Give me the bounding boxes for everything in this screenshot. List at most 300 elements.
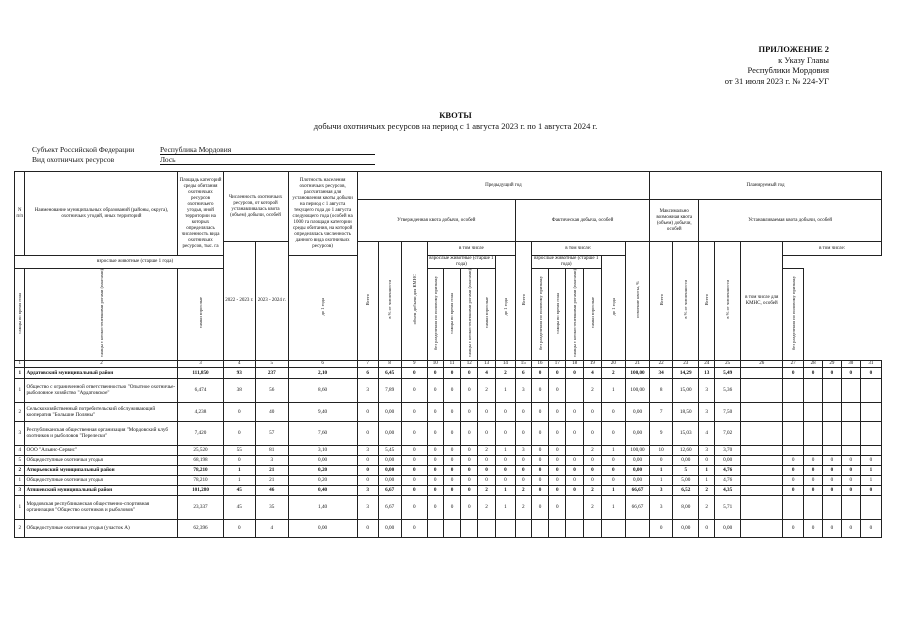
table-cell: 0	[495, 475, 515, 485]
table-cell: 0	[823, 465, 842, 475]
table-cell: 4,76	[715, 465, 741, 475]
table-cell: 3,10	[288, 445, 357, 455]
table-cell: 0	[515, 455, 531, 465]
table-cell: 0	[357, 421, 378, 445]
table-cell: 0	[443, 495, 461, 519]
table-cell: 111,850	[178, 367, 223, 378]
column-number: 31	[860, 360, 881, 367]
table-cell: 100,00	[625, 445, 649, 455]
title-heading: КВОТЫ	[439, 110, 472, 120]
table-cell: 0	[461, 367, 478, 378]
header-set-total: Всего	[699, 242, 715, 361]
table-cell: 0	[583, 475, 601, 485]
table-cell: 0	[357, 519, 378, 537]
header-count: Численность охотничьих ресурсов, от которой устанавливалась квота (объем) добычи, особей	[223, 172, 288, 242]
table-cell: 0,20	[288, 465, 357, 475]
table-cell: 1	[495, 445, 515, 455]
row-name-cell: Атюрьевский муниципальный район	[25, 465, 178, 475]
table-cell: 1	[15, 378, 25, 402]
table-cell: 0	[566, 421, 584, 445]
table-cell: 68,198	[178, 455, 223, 465]
table-cell: 21	[256, 465, 289, 475]
header-appr-females: самки взрослые	[178, 269, 223, 361]
table-cell: 0	[860, 455, 881, 465]
table-cell	[823, 445, 842, 455]
column-number: 3	[178, 360, 223, 367]
table-cell: 0	[427, 378, 443, 402]
table-cell	[601, 519, 625, 537]
header-count-2022-cell: 2022 - 2023 г.	[223, 242, 255, 361]
column-number: 28	[804, 360, 823, 367]
table-cell: 0,00	[378, 402, 401, 421]
table-row	[15, 495, 882, 519]
table-cell: 0,00	[378, 421, 401, 445]
table-cell: 57	[256, 421, 289, 445]
column-number: 11	[443, 360, 461, 367]
table-cell: 1	[601, 378, 625, 402]
column-number: 13	[478, 360, 496, 367]
document-title	[0, 110, 911, 131]
table-cell: 0	[495, 455, 515, 465]
subject-line	[32, 145, 362, 155]
table-cell	[741, 475, 783, 485]
table-cell	[741, 495, 783, 519]
table-cell: 6,67	[378, 495, 401, 519]
header-act-antlers: самцы с неокостеневшими рогами (пантами)	[461, 269, 478, 361]
table-cell: 0,00	[673, 455, 699, 465]
appendix-line-3: от 31 июля 2023 г. № 224-УГ	[724, 75, 829, 86]
column-number: 14	[495, 360, 515, 367]
table-cell: 0	[531, 485, 549, 495]
table-cell: 1	[650, 465, 673, 475]
table-cell: 0	[531, 421, 549, 445]
table-cell: 0	[495, 465, 515, 475]
table-cell	[823, 495, 842, 519]
column-number: 7	[357, 360, 378, 367]
table-cell: 6	[357, 367, 378, 378]
table-cell: 0	[566, 455, 584, 465]
table-cell: 0	[823, 485, 842, 495]
table-cell: 0	[223, 402, 255, 421]
table-cell	[549, 519, 566, 537]
column-number: 17	[549, 360, 566, 367]
table-cell: 0	[804, 519, 823, 537]
table-cell: 0,20	[288, 475, 357, 485]
table-cell	[804, 421, 823, 445]
table-cell: 0	[583, 455, 601, 465]
header-appr-adults: взрослые животные (старше 1 года)	[15, 256, 256, 269]
table-cell: 1	[495, 485, 515, 495]
table-cell: 0	[860, 367, 881, 378]
table-cell: 3	[357, 445, 378, 455]
table-cell: 0	[531, 465, 549, 475]
table-cell: 0	[566, 465, 584, 475]
table-cell: 0	[427, 402, 443, 421]
table-cell: 0	[783, 455, 804, 465]
row-name-cell: Сельскохозяйственный потребительский обслуживающий кооператив "Большие Поляны"	[25, 402, 178, 421]
header-appr-incl: в том числе	[427, 242, 515, 256]
column-number: 22	[650, 360, 673, 367]
table-cell: 100,00	[625, 378, 649, 402]
table-cell: 40	[256, 402, 289, 421]
table-cell: 0	[549, 421, 566, 445]
table-cell: 4	[15, 445, 25, 455]
table-cell	[515, 519, 531, 537]
table-cell: 0,00	[288, 519, 357, 537]
column-number: 30	[841, 360, 860, 367]
header-fulfil: освоение квоты, %	[625, 242, 649, 361]
table-cell: 0	[583, 465, 601, 475]
table-cell: 0	[427, 445, 443, 455]
table-cell: 0	[478, 475, 496, 485]
row-name-cell: Общедоступные охотничьи угодья	[25, 475, 178, 485]
row-name-cell: Общество с ограниченной ответственностью "Опытное охотничье-рыболовное хозяйство "Ардатовское"	[25, 378, 178, 402]
row-name-cell: ООО "Альянс-Сервис"	[25, 445, 178, 455]
quota-table	[14, 171, 882, 538]
table-cell: 0	[223, 455, 255, 465]
table-cell: 0,00	[625, 421, 649, 445]
title-subtitle: добычи охотничьих ресурсов на период с 1 августа 2023 г. по 1 августа 2024 г.	[313, 120, 598, 131]
table-cell: 55	[223, 445, 255, 455]
column-number: 1	[15, 360, 25, 367]
table-cell	[741, 485, 783, 495]
table-cell: 0	[443, 485, 461, 495]
table-cell: 4,35	[715, 485, 741, 495]
table-cell: 8,60	[288, 378, 357, 402]
table-cell: 0	[549, 455, 566, 465]
row-name-cell: Мордовская республиканская общественно-спортивная организация "Общество охотников и рыболовов"	[25, 495, 178, 519]
table-cell: 35	[256, 495, 289, 519]
table-cell: 0	[401, 519, 427, 537]
table-cell	[741, 455, 783, 465]
table-cell: 0	[860, 519, 881, 537]
table-cell: 0,00	[378, 465, 401, 475]
table-cell: 0	[443, 475, 461, 485]
table-cell: 3	[515, 445, 531, 455]
table-cell: 0	[804, 485, 823, 495]
table-cell	[841, 402, 860, 421]
table-cell: 4	[478, 367, 496, 378]
table-cell: 0	[495, 402, 515, 421]
column-number: 23	[673, 360, 699, 367]
table-row	[15, 485, 882, 495]
table-cell: 0	[461, 485, 478, 495]
table-cell: 9,40	[288, 402, 357, 421]
table-cell	[823, 402, 842, 421]
table-cell: 2	[583, 485, 601, 495]
table-cell: 0,00	[378, 475, 401, 485]
table-cell: 0	[804, 367, 823, 378]
table-cell	[741, 421, 783, 445]
table-cell: 0	[804, 475, 823, 485]
table-cell	[583, 519, 601, 537]
table-cell: 0	[515, 402, 531, 421]
column-number: 5	[256, 360, 289, 367]
table-cell: 7,60	[288, 421, 357, 445]
table-cell: 66,67	[625, 495, 649, 519]
row-name-cell: Ардатовский муниципальный район	[25, 367, 178, 378]
table-cell: 18,50	[673, 402, 699, 421]
table-cell: 5	[15, 455, 25, 465]
table-cell: 0	[531, 445, 549, 455]
table-cell: 0	[427, 455, 443, 465]
header-plan-year: Планируемый год	[650, 172, 882, 200]
table-cell: 0	[357, 465, 378, 475]
table-cell: 0,00	[378, 455, 401, 465]
table-cell: 78,210	[178, 475, 223, 485]
table-cell: 0	[401, 495, 427, 519]
table-cell: 0	[461, 421, 478, 445]
column-number: 24	[699, 360, 715, 367]
table-cell: 0,00	[625, 475, 649, 485]
table-cell: 0	[401, 402, 427, 421]
table-cell: 0	[357, 475, 378, 485]
table-cell: 0	[549, 402, 566, 421]
header-set-quota: Устанавливаемая квота добычи, особей	[699, 200, 882, 242]
header-act-incl: в том числе:	[531, 242, 625, 256]
table-cell: 45	[223, 485, 255, 495]
table-cell	[860, 402, 881, 421]
table-cell	[478, 519, 496, 537]
subject-label: Субъект Российской Федерации	[32, 145, 135, 154]
table-cell: 6,474	[178, 378, 223, 402]
table-cell: 0	[223, 519, 255, 537]
table-cell: 0	[461, 475, 478, 485]
header-area: Площадь категорий среды обитания охотничьих ресурсов охотничьего угодья, иной территории на которых определялась численность вида охотничьих ресурсов, тыс. га	[178, 172, 223, 256]
table-cell: 23,337	[178, 495, 223, 519]
table-cell: 3,70	[715, 445, 741, 455]
table-cell: 0	[549, 378, 566, 402]
table-cell: 0	[783, 475, 804, 485]
table-cell: 3	[357, 378, 378, 402]
table-cell: 0	[549, 465, 566, 475]
table-cell: 0	[583, 402, 601, 421]
table-cell: 0	[783, 485, 804, 495]
table-cell: 2	[478, 378, 496, 402]
table-cell: 25,520	[178, 445, 223, 455]
table-cell: 0	[860, 485, 881, 495]
table-cell: 0	[357, 455, 378, 465]
table-cell: 3	[650, 485, 673, 495]
table-cell: 1	[699, 475, 715, 485]
table-cell: 0	[566, 367, 584, 378]
table-row	[15, 445, 882, 455]
table-cell: 3	[699, 378, 715, 402]
table-cell: 4	[256, 519, 289, 537]
column-number: 21	[625, 360, 649, 367]
header-set-pct: в % от численности	[715, 242, 741, 361]
table-cell: 0	[566, 485, 584, 495]
table-cell: 2	[699, 495, 715, 519]
table-cell: 38	[223, 378, 255, 402]
table-cell	[741, 445, 783, 455]
table-cell	[841, 421, 860, 445]
table-cell: 0	[401, 455, 427, 465]
table-cell: 5,49	[715, 367, 741, 378]
table-cell: 1	[495, 378, 515, 402]
header-act-adults: взрослые животные (старше 1 года)	[429, 256, 494, 267]
header-appr-pct: в % от численности	[378, 242, 401, 361]
header-appr-total: Всего	[357, 242, 378, 361]
table-cell: 0	[804, 465, 823, 475]
header-n: N п/п	[15, 172, 25, 256]
header-act-total: Всего	[515, 242, 531, 361]
table-row	[15, 378, 882, 402]
table-cell: 0	[223, 421, 255, 445]
table-cell: 0,00	[715, 455, 741, 465]
table-cell: 0	[566, 475, 584, 485]
table-cell	[566, 519, 584, 537]
table-cell: 0	[699, 455, 715, 465]
table-cell: 0	[515, 421, 531, 445]
table-cell: 4,238	[178, 402, 223, 421]
table-cell: 0	[478, 421, 496, 445]
table-cell: 0	[841, 475, 860, 485]
table-cell	[783, 445, 804, 455]
column-number: 16	[531, 360, 549, 367]
header-act-young: до 1 года	[495, 256, 515, 361]
table-cell: 0	[401, 475, 427, 485]
row-name-cell: Атяшевский муниципальный район	[25, 485, 178, 495]
table-cell: 1	[601, 485, 625, 495]
table-cell	[741, 465, 783, 475]
column-number: 29	[823, 360, 842, 367]
table-cell	[566, 378, 584, 402]
table-cell	[495, 519, 515, 537]
table-row	[15, 455, 882, 465]
column-number: 18	[566, 360, 584, 367]
table-cell: 0	[443, 421, 461, 445]
table-cell: 0	[401, 421, 427, 445]
table-cell: 0,40	[288, 485, 357, 495]
table-cell: 0	[823, 367, 842, 378]
table-cell: 0	[841, 485, 860, 495]
table-cell	[783, 402, 804, 421]
table-row	[15, 475, 882, 485]
table-cell: 2	[699, 485, 715, 495]
table-cell: 0	[427, 485, 443, 495]
header-act-nosex: без разделения по половому признаку	[531, 269, 549, 361]
appendix-block	[725, 44, 829, 86]
table-cell: 66,67	[625, 485, 649, 495]
table-cell: 0	[443, 465, 461, 475]
table-cell: 0	[401, 485, 427, 495]
table-cell: 0	[401, 367, 427, 378]
table-cell: 0,00	[625, 465, 649, 475]
table-cell: 1	[699, 465, 715, 475]
table-cell: 0	[531, 378, 549, 402]
table-cell: 2	[15, 402, 25, 421]
table-cell: 0	[804, 455, 823, 465]
table-cell: 0	[566, 402, 584, 421]
table-cell: 7,420	[178, 421, 223, 445]
table-cell: 1	[495, 495, 515, 519]
table-cell: 5,45	[378, 445, 401, 455]
table-cell: 1	[15, 367, 25, 378]
table-cell: 0	[515, 465, 531, 475]
table-cell: 1,40	[288, 495, 357, 519]
table-cell: 0	[601, 475, 625, 485]
table-cell: 0	[841, 465, 860, 475]
table-cell: 1	[223, 465, 255, 475]
header-set-adults: взрослые животные (старше 1 года)	[531, 256, 601, 269]
table-cell	[823, 378, 842, 402]
species-value: Лось	[160, 155, 375, 165]
header-set-females: самки взрослые	[583, 269, 601, 361]
column-number: 20	[601, 360, 625, 367]
column-number-row	[15, 360, 882, 367]
table-cell: 8,00	[673, 495, 699, 519]
table-cell	[860, 421, 881, 445]
table-cell: 0	[601, 421, 625, 445]
table-cell: 0	[515, 475, 531, 485]
table-cell: 0	[699, 519, 715, 537]
table-cell: 6,45	[378, 367, 401, 378]
column-number: 8	[378, 360, 401, 367]
table-cell: 81	[256, 445, 289, 455]
table-cell	[783, 421, 804, 445]
table-cell: 0,00	[673, 519, 699, 537]
table-cell: 237	[256, 367, 289, 378]
table-cell: 45	[223, 495, 255, 519]
table-cell	[741, 378, 783, 402]
appendix-line-1: к Указу Главы	[778, 54, 829, 65]
table-cell: 0	[461, 465, 478, 475]
row-name-cell: Общедоступные охотничьи угодья	[25, 455, 178, 465]
table-cell	[783, 378, 804, 402]
table-cell	[804, 495, 823, 519]
table-cell: 0	[601, 465, 625, 475]
table-cell: 0	[357, 402, 378, 421]
header-set-nosex: без разделения по половому признаку	[783, 269, 804, 361]
table-cell: 0	[427, 475, 443, 485]
table-cell	[860, 445, 881, 455]
table-cell: 3	[357, 495, 378, 519]
header-act-females: самки взрослые	[478, 269, 496, 361]
header-set-rut: самцы во время гона	[549, 269, 566, 361]
table-cell: 101,280	[178, 485, 223, 495]
table-cell: 12,60	[673, 445, 699, 455]
table-cell: 0	[401, 465, 427, 475]
table-cell: 1	[601, 495, 625, 519]
table-cell: 46	[256, 485, 289, 495]
table-cell: 0	[531, 495, 549, 519]
table-cell: 2	[15, 465, 25, 475]
table-cell: 5,71	[715, 495, 741, 519]
table-row	[15, 367, 882, 378]
column-number: 25	[715, 360, 741, 367]
table-cell	[841, 445, 860, 455]
header-set-young: до 1 года	[601, 256, 625, 361]
table-cell	[741, 402, 783, 421]
table-cell	[741, 367, 783, 378]
table-cell: 15,03	[673, 421, 699, 445]
table-cell: 5,00	[673, 475, 699, 485]
header-max-pct: в % от численности	[673, 242, 699, 361]
table-cell: 0	[783, 367, 804, 378]
table-cell: 7,89	[378, 378, 401, 402]
table-body	[15, 367, 882, 537]
table-cell: 0	[443, 402, 461, 421]
table-cell: 4	[583, 367, 601, 378]
header-act-rut: самцы во время гона	[443, 269, 461, 361]
species-label: Вид охотничьих ресурсов	[32, 155, 115, 164]
table-cell: 0	[531, 402, 549, 421]
table-cell: 1	[223, 475, 255, 485]
table-cell: 4,76	[715, 475, 741, 485]
table-cell	[860, 378, 881, 402]
table-cell: 6	[515, 367, 531, 378]
